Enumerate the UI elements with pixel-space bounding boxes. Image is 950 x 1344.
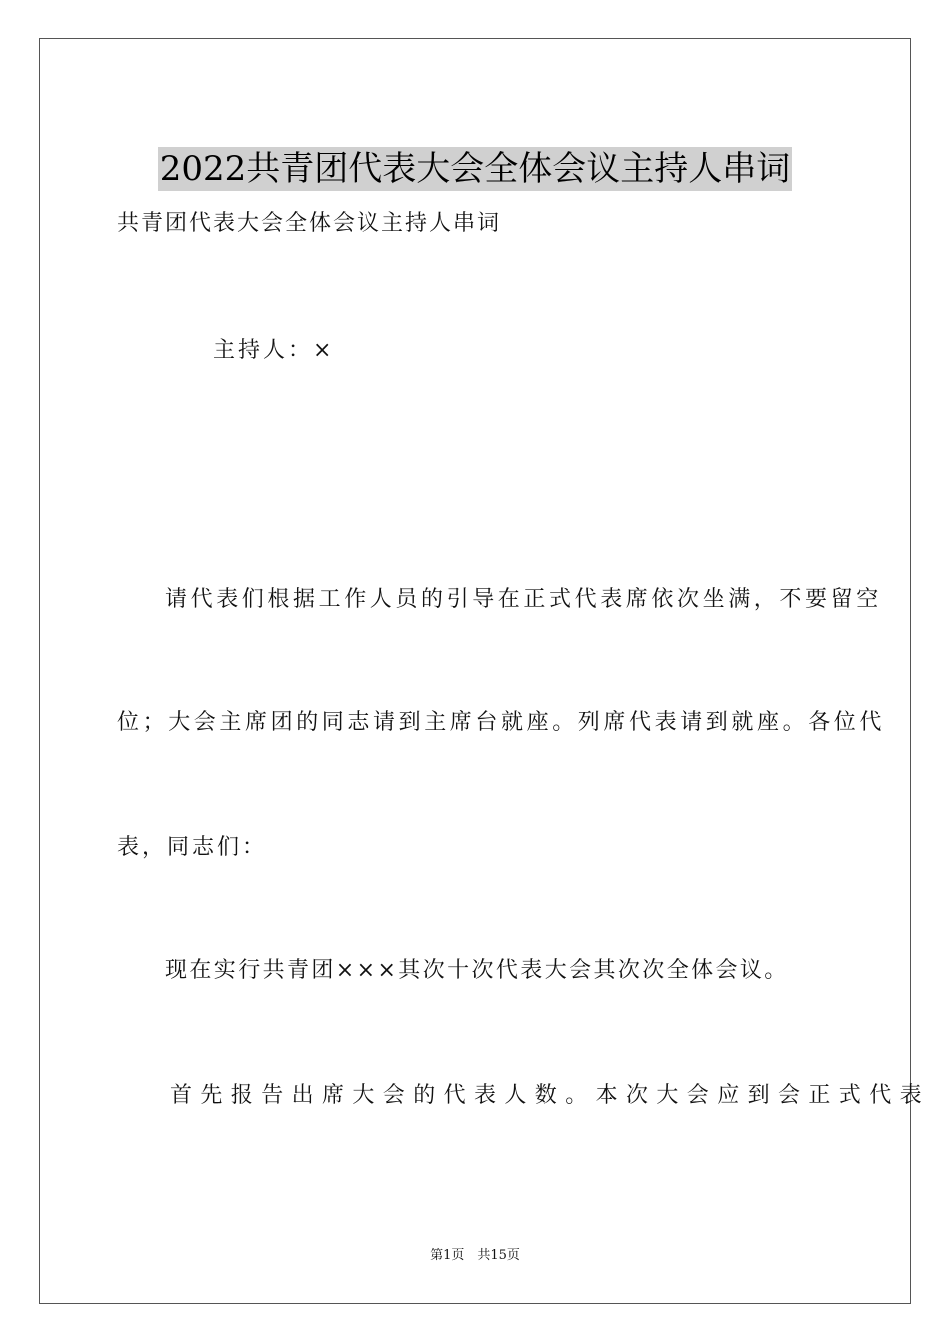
title-container: [0, 124, 950, 214]
paragraph-line-3: 表，同志们：: [117, 835, 268, 860]
paragraph-line-1: 请代表们根据工作人员的引导在正式代表席依次坐满，不要留空: [165, 587, 882, 612]
paragraph-subtitle: 共青团代表大会全体会议主持人串词: [117, 211, 502, 236]
paragraph-host: 主持人：×: [213, 338, 335, 363]
paragraph-line-4: 现在实行共青团×××其次十次代表大会其次次全体会议。: [165, 958, 789, 983]
paragraph-line-2: 位；大会主席团的同志请到主席台就座。列席代表请到就座。各位代: [117, 710, 886, 735]
paragraph-line-5: 首先报告出席大会的代表人数。本次大会应到会正式代表: [170, 1083, 931, 1108]
document-title: 2022共青团代表大会全体会议主持人串词: [159, 148, 791, 189]
page-footer: 第1页 共15页: [430, 1248, 520, 1263]
